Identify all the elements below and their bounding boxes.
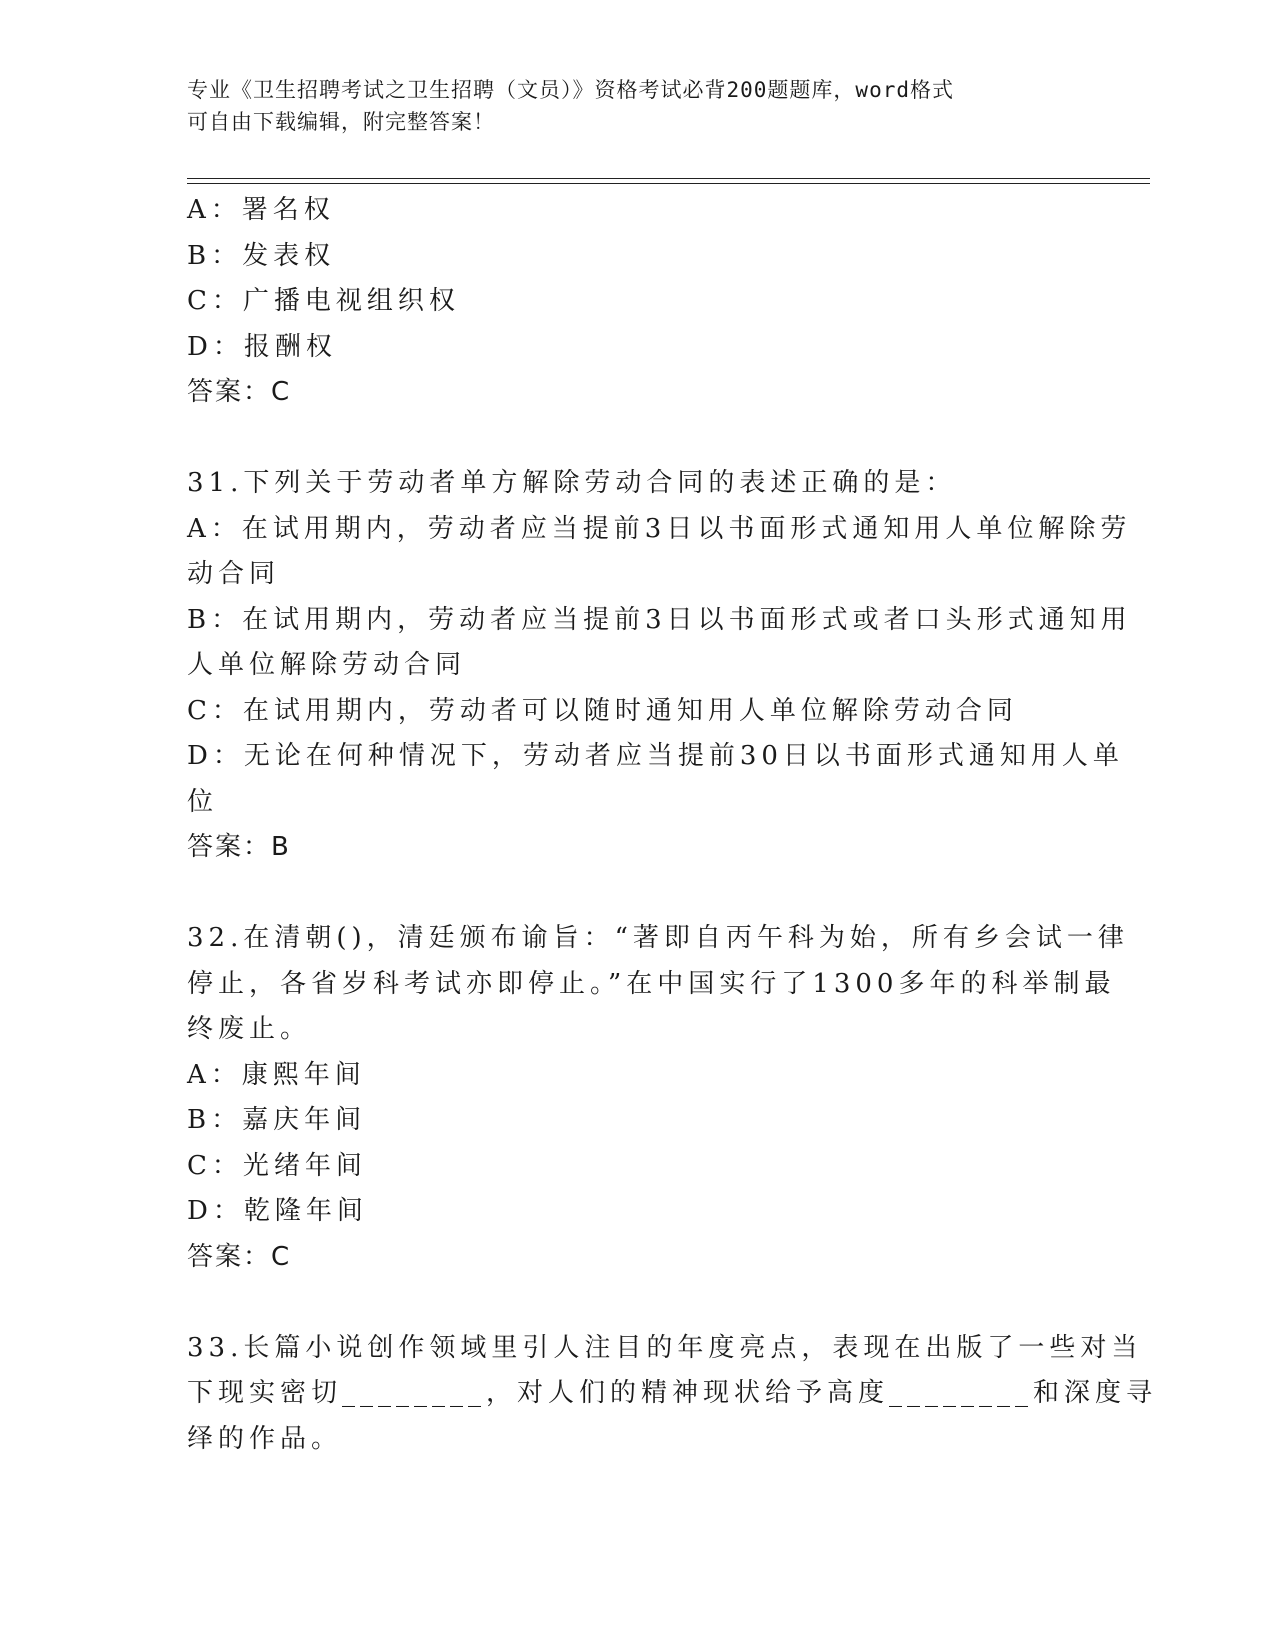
q31-option-d-line-1: D：无论在何种情况下，劳动者应当提前30日以书面形式通知用人单 (187, 741, 1124, 771)
spacer (187, 1280, 1087, 1326)
q32-option-d: D：乾隆年间 (187, 1196, 368, 1226)
q31-question: 31.下列关于劳动者单方解除劳动合同的表述正确的是： (187, 468, 957, 498)
q31-answer: 答案：B (187, 832, 291, 862)
q31-option-a-line-1: A：在试用期内，劳动者应当提前3日以书面形式通知用人单位解除劳 (187, 513, 1132, 544)
q30-option-a: A：署名权 (187, 195, 335, 225)
q32-option-b: B：嘉庆年间 (187, 1105, 367, 1135)
q32-question-line-2: 停止，各省岁科考试亦即停止。”在中国实行了1300多年的科举制最 (187, 968, 1116, 999)
spacer (187, 871, 1087, 917)
q30-option-c: C：广播电视组织权 (187, 286, 460, 316)
q32-question-line-1: 32.在清朝()，清廷颁布谕旨：“著即自丙午科为始，所有乡会试一律 (187, 923, 1129, 953)
header-title-line-2: 可自由下载编辑，附完整答案！ (187, 110, 495, 134)
q30-answer: 答案：C (187, 377, 292, 407)
q31-option-c: C：在试用期内，劳动者可以随时通知用人单位解除劳动合同 (187, 695, 1018, 726)
spacer (187, 416, 1087, 462)
q32-option-a: A：康熙年间 (187, 1059, 366, 1090)
q32-question-line-3: 终废止。 (187, 1014, 312, 1044)
header-divider-bottom (187, 183, 1150, 184)
q32-option-c: C：光绪年间 (187, 1150, 367, 1181)
q33-question-line-3: 绎的作品。 (187, 1423, 343, 1454)
q33-question-line-1: 33.长篇小说创作领域里引人注目的年度亮点，表现在出版了一些对当 (187, 1332, 1143, 1363)
q30-option-d: D：报酬权 (187, 331, 337, 362)
q31-option-b-line-1: B：在试用期内，劳动者应当提前3日以书面形式或者口头形式通知用 (187, 604, 1132, 635)
header-title-line-1: 专业《卫生招聘考试之卫生招聘（文员）》资格考试必背200题题库，word格式 (187, 78, 954, 102)
q33-question-line-2: 下现实密切________，对人们的精神现状给予高度________和深度寻 (187, 1378, 1158, 1408)
q30-option-b: B：发表权 (187, 240, 336, 271)
document-header (187, 74, 1067, 138)
q31-option-d-line-2: 位 (187, 786, 219, 817)
header-divider-top (187, 178, 1150, 179)
q31-option-b-line-2: 人单位解除劳动合同 (187, 650, 467, 680)
question-list (187, 188, 1158, 1462)
q32-answer: 答案：C (187, 1241, 292, 1272)
q31-option-a-line-2: 动合同 (187, 559, 281, 589)
